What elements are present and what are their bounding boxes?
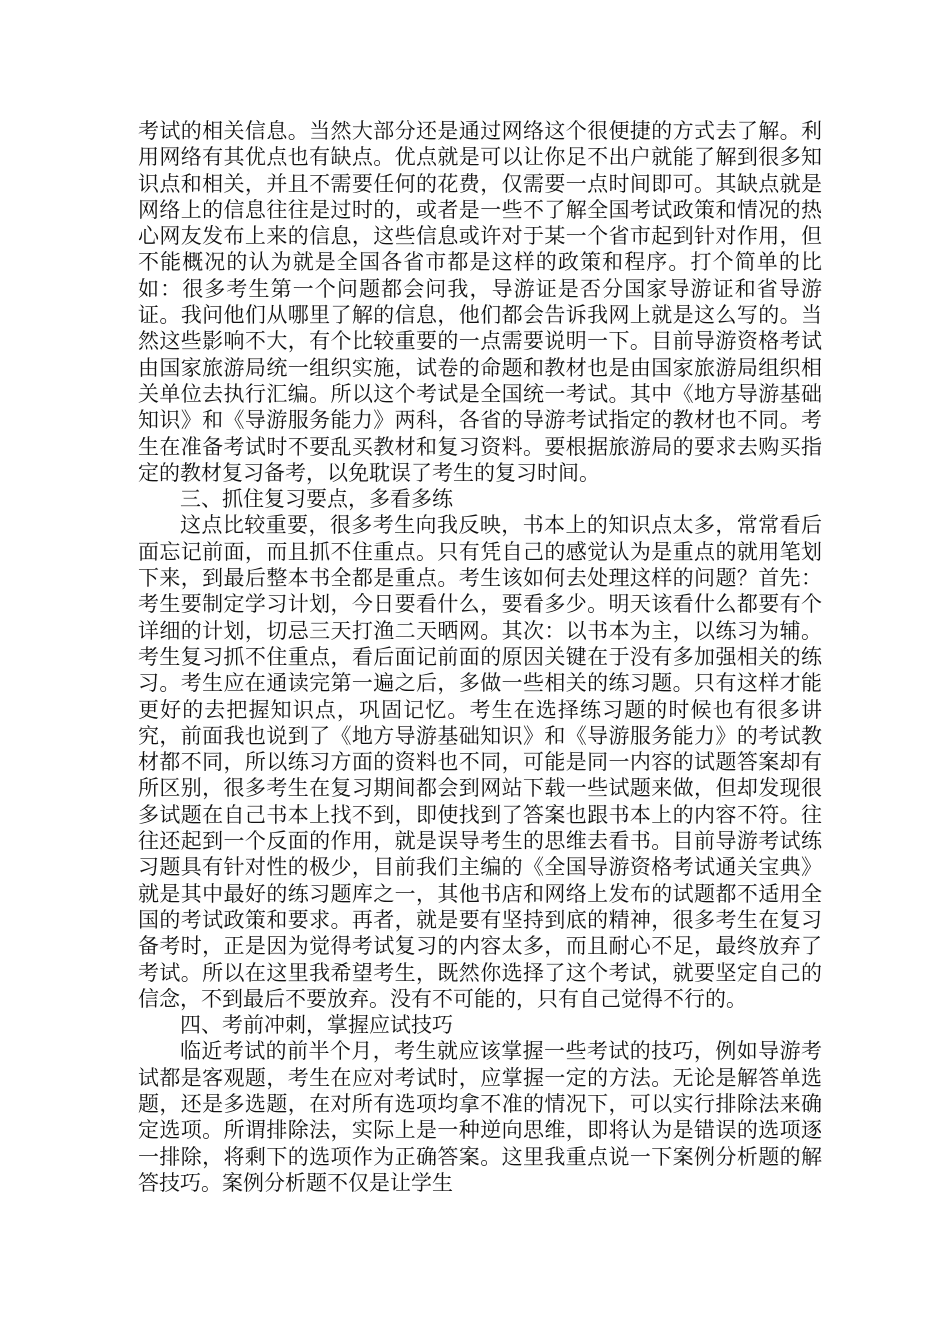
paragraph-section-four: 临近考试的前半个月，考生就应该掌握一些考试的技巧，例如导游考试都是客观题，考生在应对考试时，应掌握一定的方法。无论是解答单选题，还是多选题，在对所有选项均拿不准的情况下，可以实行排除法来确定选项。所谓排除法，实际上是一种逆向思维，即将认为是错误的选项逐一排除，将剩下的选项作为正确答案。这里我重点说一下案例分析题的解答技巧。案例分析题不仅是让学生 (138, 1039, 822, 1195)
section-heading-four: 四、考前冲刺，掌握应试技巧 (180, 1013, 453, 1038)
document-body (138, 118, 822, 1196)
paragraph-continuation: 考试的相关信息。当然大部分还是通过网络这个很便捷的方式去了解。利用网络有其优点也有缺点。优点就是可以让你足不出户就能了解到很多知识点和相关，并且不需要任何的花费，仅需要一点时间即可。其缺点就是网络上的信息往往是过时的，或者是一些不了解全国考试政策和情况的热心网友发布上来的信息，这些信息或许对于某一个省市起到针对作用，但不能概况的认为就是全国各省市都是这样的政策和程序。打个简单的比如：很多考生第一个问题都会问我，导游证是否分国家导游证和省导游证。我问他们从哪里了解的信息，他们都会告诉我网上就是这么写的。当然这些影响不大，有个比较重要的一点需要说明一下。目前导游资格考试由国家旅游局统一组织实施，试卷的命题和教材也是由国家旅游局组织相关单位去执行汇编。所以这个考试是全国统一考试。其中《地方导游基础知识》和《导游服务能力》两科，各省的导游考试指定的教材也不同。考生在准备考试时不要乱买教材和复习资料。要根据旅游局的要求去购买指定的教材复习备考，以免耽误了考生的复习时间。 (138, 119, 822, 485)
paragraph-section-three: 这点比较重要，很多考生向我反映，书本上的知识点太多，常常看后面忘记前面，而且抓不住重点。只有凭自己的感觉认为是重点的就用笔划下来，到最后整本书全都是重点。考生该如何去处理这样的问题？首先：考生要制定学习计划，今日要看什么，要看多少。明天该看什么都要有个详细的计划，切忌三天打渔二天晒网。其次：以书本为主，以练习为辅。考生复习抓不住重点，看后面记前面的原因关键在于没有多加强相关的练习。考生应在通读完第一遍之后，多做一些相关的练习题。只有这样才能更好的去把握知识点，巩固记忆。考生在选择练习题的时候也有很多讲究，前面我也说到了《地方导游基础知识》和《导游服务能力》的考试教材都不同，所以练习方面的资料也不同，可能是同一内容的试题答案却有所区别，很多考生在复习期间都会到网站下载一些试题来做，但却发现很多试题在自己书本上找不到，即使找到了答案也跟书本上的内容不符。往往还起到一个反面的作用，就是误导考生的思维去看书。目前导游考试练习题具有针对性的极少，目前我们主编的《全国导游资格考试通关宝典》就是其中最好的练习题库之一，其他书店和网络上发布的试题都不适用全国的考试政策和要求。再者，就是要有坚持到底的精神，很多考生在复习备考时，正是因为觉得考试复习的内容太多，而且耐心不足，最终放弃了考试。所以在这里我希望考生，既然你选择了这个考试，就要坚定自己的信念，不到最后不要放弃。没有不可能的，只有自己觉得不行的。 (138, 513, 822, 1011)
section-heading-three: 三、抓住复习要点，多看多练 (180, 487, 453, 512)
